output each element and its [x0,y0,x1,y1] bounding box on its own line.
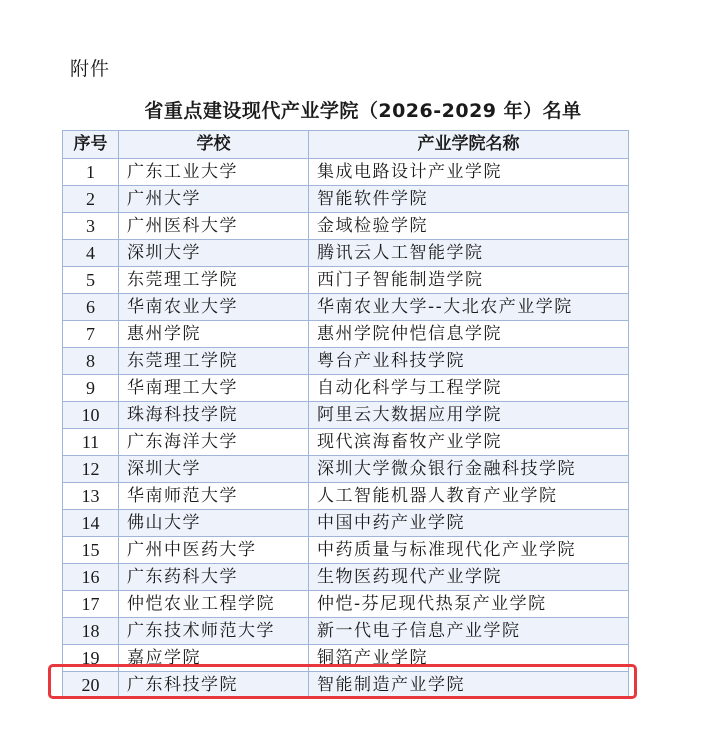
row-index: 20 [63,672,119,699]
row-school: 广东工业大学 [119,159,309,186]
row-school: 华南农业大学 [119,294,309,321]
row-college: 粤台产业科技学院 [309,348,629,375]
row-college: 仲恺-芬尼现代热泵产业学院 [309,591,629,618]
row-index: 2 [63,186,119,213]
row-school: 佛山大学 [119,510,309,537]
row-school: 华南师范大学 [119,483,309,510]
row-college: 智能软件学院 [309,186,629,213]
row-school: 广州医科大学 [119,213,309,240]
header-school: 学校 [119,131,309,159]
row-college: 人工智能机器人教育产业学院 [309,483,629,510]
row-index: 6 [63,294,119,321]
row-college: 中药质量与标准现代化产业学院 [309,537,629,564]
row-index: 4 [63,240,119,267]
table-row [63,429,629,456]
row-school: 深圳大学 [119,456,309,483]
table-row [63,294,629,321]
row-school: 东莞理工学院 [119,348,309,375]
row-index: 8 [63,348,119,375]
table-row [63,186,629,213]
table-row [63,240,629,267]
header-index: 序号 [63,131,119,159]
row-index: 18 [63,618,119,645]
table-row [63,591,629,618]
row-index: 9 [63,375,119,402]
row-school: 仲恺农业工程学院 [119,591,309,618]
row-school: 深圳大学 [119,240,309,267]
row-index: 15 [63,537,119,564]
row-school: 广州大学 [119,186,309,213]
row-college: 铜箔产业学院 [309,645,629,672]
row-school: 嘉应学院 [119,645,309,672]
row-college: 智能制造产业学院 [309,672,629,699]
row-index: 11 [63,429,119,456]
table-row [63,159,629,186]
row-college: 深圳大学微众银行金融科技学院 [309,456,629,483]
row-school: 广东海洋大学 [119,429,309,456]
table-row [63,672,629,699]
table-row [63,402,629,429]
row-school: 广东科技学院 [119,672,309,699]
attachment-label: 附件 [70,58,111,80]
row-index: 1 [63,159,119,186]
row-college: 现代滨海畜牧产业学院 [309,429,629,456]
college-list-table [62,130,629,699]
row-school: 惠州学院 [119,321,309,348]
row-school: 广东药科大学 [119,564,309,591]
table-row [63,483,629,510]
row-index: 7 [63,321,119,348]
row-college: 集成电路设计产业学院 [309,159,629,186]
row-college: 华南农业大学--大北农产业学院 [309,294,629,321]
row-index: 14 [63,510,119,537]
table-row [63,213,629,240]
row-college: 新一代电子信息产业学院 [309,618,629,645]
table-body [63,159,629,699]
row-index: 16 [63,564,119,591]
row-school: 珠海科技学院 [119,402,309,429]
row-college: 中国中药产业学院 [309,510,629,537]
row-index: 17 [63,591,119,618]
table-row [63,267,629,294]
row-index: 5 [63,267,119,294]
row-college: 阿里云大数据应用学院 [309,402,629,429]
row-index: 10 [63,402,119,429]
row-college: 金域检验学院 [309,213,629,240]
table-row [63,564,629,591]
row-college: 西门子智能制造学院 [309,267,629,294]
table-row [63,537,629,564]
table-row [63,510,629,537]
row-college: 惠州学院仲恺信息学院 [309,321,629,348]
table-row [63,348,629,375]
document-title: 省重点建设现代产业学院（2026-2029 年）名单 [144,100,582,122]
row-index: 3 [63,213,119,240]
table-row [63,321,629,348]
row-school: 华南理工大学 [119,375,309,402]
row-index: 13 [63,483,119,510]
row-index: 12 [63,456,119,483]
row-school: 东莞理工学院 [119,267,309,294]
header-college: 产业学院名称 [309,131,629,159]
row-college: 生物医药现代产业学院 [309,564,629,591]
row-college: 腾讯云人工智能学院 [309,240,629,267]
table-row [63,645,629,672]
row-school: 广东技术师范大学 [119,618,309,645]
row-school: 广州中医药大学 [119,537,309,564]
table-row [63,456,629,483]
row-college: 自动化科学与工程学院 [309,375,629,402]
table-row [63,375,629,402]
table-row [63,618,629,645]
row-index: 19 [63,645,119,672]
table-header-row [63,131,629,159]
